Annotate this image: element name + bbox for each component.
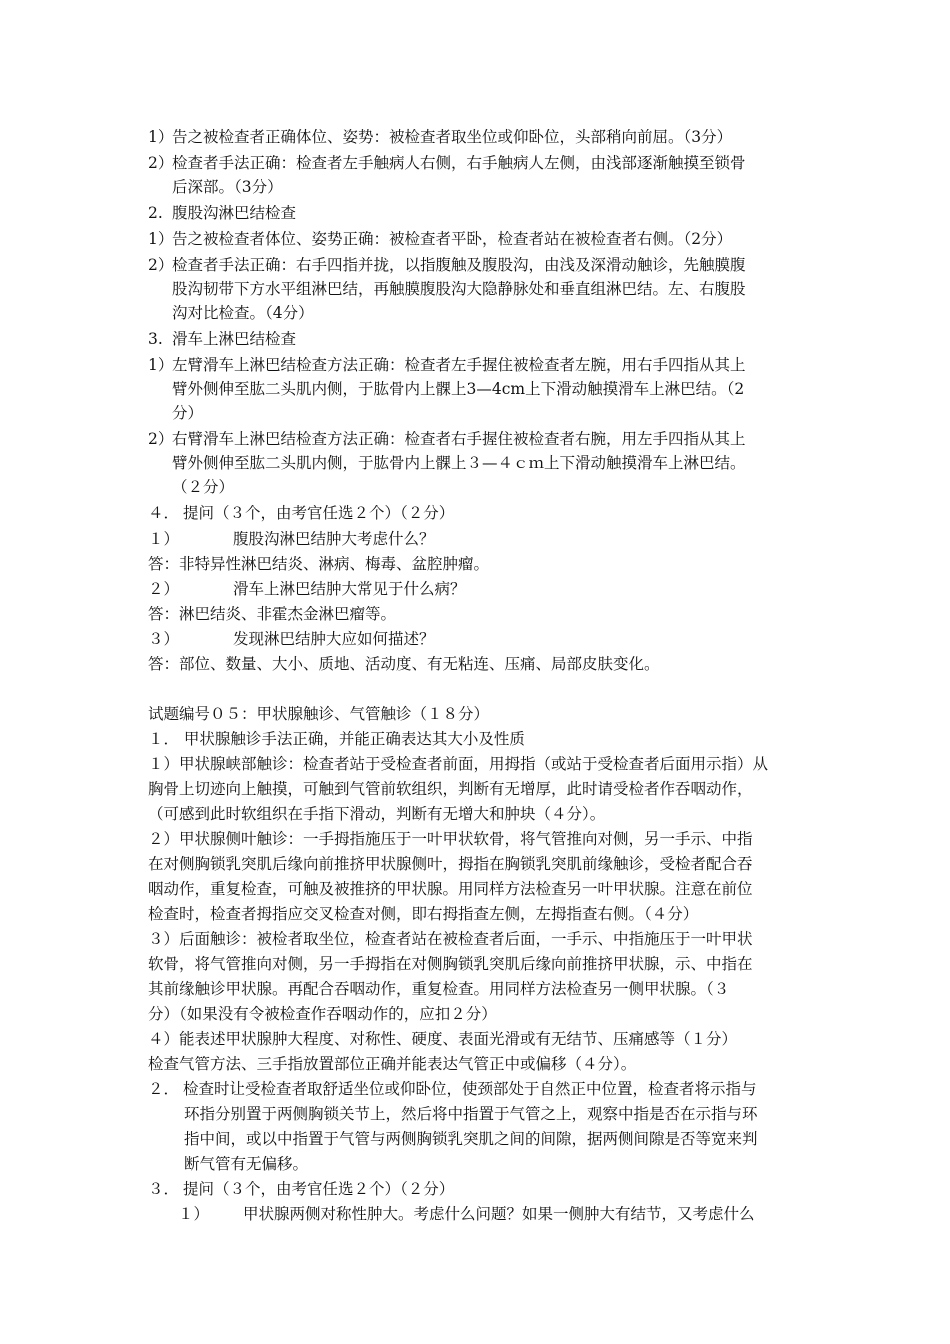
thyroid-lateral-continued: 检查时，检查者拇指应交叉检查对侧，即右拇指查左侧，左拇指查右侧。（４分）: [148, 905, 699, 923]
item-2-technique: 2）检查者手法正确：右手四指并拢，以指腹触及腹股沟，由浅及深滑动触诊，先触膜腹: [148, 256, 746, 274]
thyroid-description: ４）能表述甲状腺肿大程度、对称性、硬度、表面光滑或有无结节、压痛感等（１分）: [148, 1030, 738, 1048]
answer-3: 答：部位、数量、大小、质地、活动度、有无粘连、压痛、局部皮肤变化。: [148, 655, 660, 673]
trachea-step-2: ２． 检查时让受检查者取舒适坐位或仰卧位，使颈部处于自然正中位置，检查者将示指与: [148, 1080, 757, 1098]
exam-title-05: 试题编号０５：甲状腺触诊、气管触诊（１８分）: [148, 705, 490, 723]
trachea-step-2-continued: 环指分别置于两侧胸锁关节上，然后将中指置于气管之上，观察中指是否在示指与环: [184, 1105, 758, 1123]
trachea-step-2-continued: 断气管有无偏移。: [184, 1155, 309, 1173]
thyroid-posterior-continued: 软骨，将气管推向对侧，另一手拇指在对侧胸锁乳突肌后缘向前推挤甲状腺，示、中指在: [148, 955, 753, 973]
item-2-continued: （２分）: [172, 478, 235, 496]
question-1: １） 腹股沟淋巴结肿大考虑什么？: [148, 530, 435, 548]
item-2-continued: 股沟韧带下方水平组淋巴结，再触膜腹股沟大隐静脉处和垂直组淋巴结。左、右腹股: [172, 280, 746, 298]
trachea-step-2-continued: 指中间，或以中指置于气管与两侧胸锁乳突肌之间的间隙，据两侧间隙是否等宽来判: [184, 1130, 758, 1148]
answer-1: 答：非特异性淋巴结炎、淋病、梅毒、盆腔肿瘤。: [148, 555, 490, 573]
item-2-continued: 沟对比检查。（4分）: [172, 304, 314, 322]
item-1-continued: 分）: [172, 404, 204, 422]
thyroid-lateral-continued: 在对侧胸锁乳突肌后缘向前推挤甲状腺侧叶，拇指在胸锁乳突肌前缘触诊，受检者配合吞: [148, 855, 753, 873]
answer-2: 答：淋巴结炎、非霍杰金淋巴瘤等。: [148, 605, 397, 623]
section-2-heading: 2. 腹股沟淋巴结检查: [148, 204, 297, 222]
thyroid-lateral-continued: 咽动作，重复检查，可触及被推挤的甲状腺。用同样方法检查另一叶甲状腺。注意在前位: [148, 880, 753, 898]
thyroid-posterior-continued: 其前缘触诊甲状腺。再配合吞咽动作，重复检查。用同样方法检查另一侧甲状腺。（３: [148, 980, 730, 998]
thyroid-isthmus: １）甲状腺峡部触诊：检查者站于受检查者前面，用拇指（或站于受检查者后面用示指）从: [148, 755, 769, 773]
trachea-method: 检查气管方法、三手指放置部位正确并能表达气管正中或偏移（４分）。: [148, 1055, 637, 1073]
item-1-posture: 1）告之被检查者正确体位、姿势：被检查者取坐位或仰卧位，头部稍向前屈。（3分）: [148, 128, 733, 146]
item-1-continued: 臂外侧伸至肱二头肌内侧，于肱骨内上髁上3—4cm上下滑动触摸滑车上淋巴结。（2: [172, 380, 745, 398]
question-2: ２） 滑车上淋巴结肿大常见于什么病？: [148, 580, 466, 598]
question-1: １） 甲状腺两侧对称性肿大。考虑什么问题？如果一侧肿大有结节，又考虑什么: [178, 1205, 755, 1223]
thyroid-heading: １． 甲状腺触诊手法正确，并能正确表达其大小及性质: [148, 730, 525, 748]
item-2-right-arm: 2）右臂滑车上淋巴结检查方法正确：检查者右手握住被检查者右腕，用左手四指从其上: [148, 430, 746, 448]
item-2-continued: 臂外侧伸至肱二头肌内侧，于肱骨内上髁上３—４ｃｍ上下滑动触摸滑车上淋巴结。: [172, 454, 746, 472]
item-2-technique: 2）检查者手法正确：检查者左手触病人右侧，右手触病人左侧，由浅部逐渐触摸至锁骨: [148, 154, 746, 172]
thyroid-isthmus-continued: （可感到此时软组织在手指下滑动，判断有无增大和肿块（４分）。: [148, 805, 606, 823]
item-1-posture: 1）告之被检查者体位、姿势正确：被检查者平卧，检查者站在被检查者右侧。（2分）: [148, 230, 733, 248]
thyroid-posterior: ３）后面触诊：被检者取坐位，检查者站在被检查者后面，一手示、中指施压于一叶甲状: [148, 930, 753, 948]
item-2-continued: 后深部。（3分）: [172, 178, 283, 196]
questions-heading: ３． 提问（３个，由考官任选２个）（２分）: [148, 1180, 455, 1198]
thyroid-posterior-continued: 分）（如果没有令被检查作吞咽动作的，应扣２分）: [148, 1005, 497, 1023]
item-1-left-arm: 1）左臂滑车上淋巴结检查方法正确：检查者左手握住被检查者左腕，用右手四指从其上: [148, 356, 746, 374]
question-3: ３） 发现淋巴结肿大应如何描述？: [148, 630, 435, 648]
section-3-heading: 3. 滑车上淋巴结检查: [148, 330, 297, 348]
questions-heading: ４． 提问（３个，由考官任选２个）（２分）: [148, 504, 455, 522]
thyroid-isthmus-continued: 胸骨上切迹向上触摸，可触到气管前软组织，判断有无增厚，此时请受检者作吞咽动作，: [148, 780, 753, 798]
thyroid-lateral-lobe: ２）甲状腺侧叶触诊：一手拇指施压于一叶甲状软骨，将气管推向对侧，另一手示、中指: [148, 830, 753, 848]
